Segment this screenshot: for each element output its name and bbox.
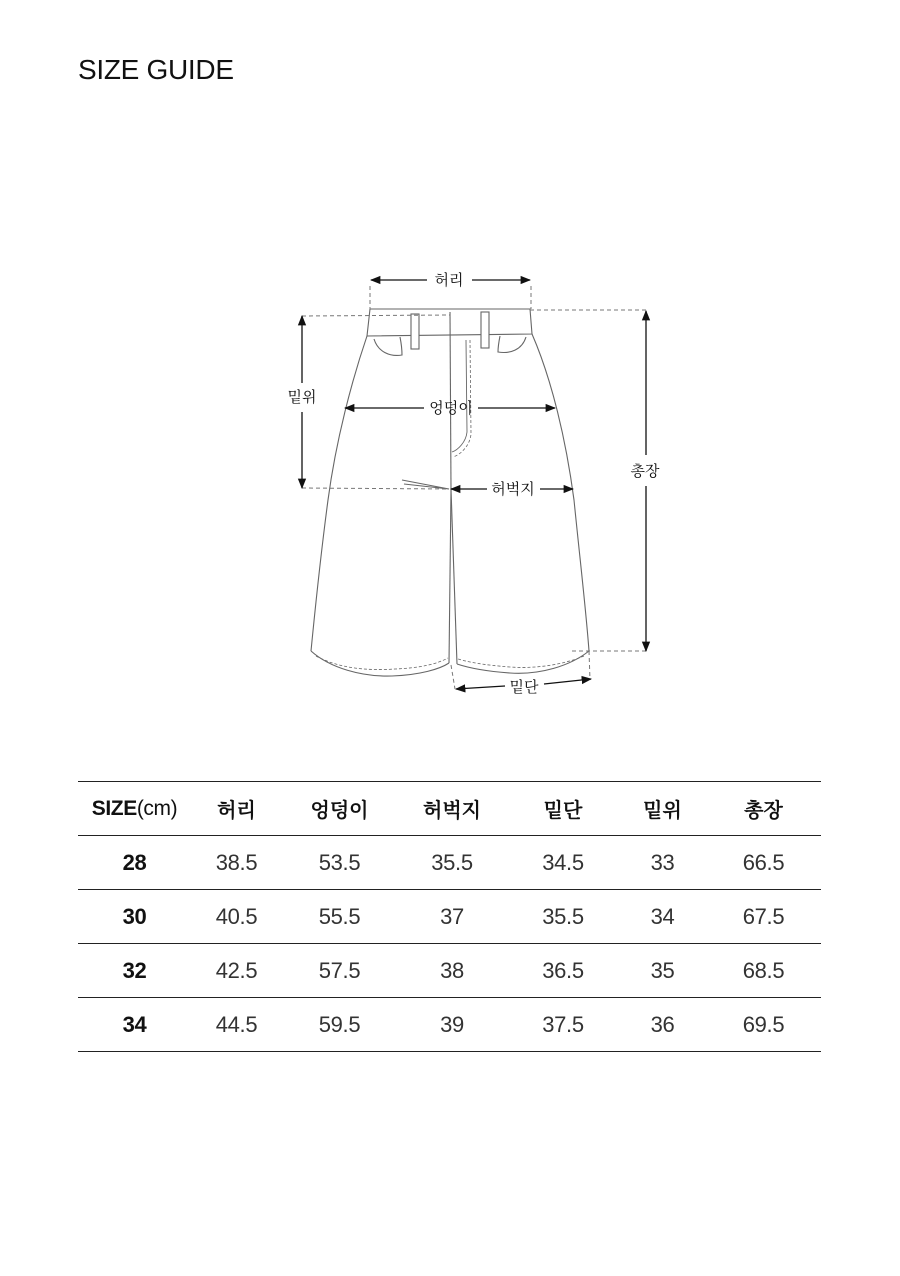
waist-cell: 42.5	[191, 944, 282, 998]
size-unit-label: (cm)	[136, 796, 178, 820]
hem-column-header: 밑단	[507, 782, 619, 836]
hem-cell: 35.5	[507, 890, 619, 944]
table-row	[78, 836, 821, 890]
measurement-arrows	[302, 280, 646, 689]
hem-label: 밑단	[509, 678, 539, 696]
hip-cell: 57.5	[282, 944, 397, 998]
length-cell: 69.5	[706, 998, 821, 1052]
hip-cell: 55.5	[282, 890, 397, 944]
thigh-cell: 37	[397, 890, 507, 944]
waist-column-header: 허리	[191, 782, 282, 836]
hip-label: 엉덩이	[429, 399, 473, 417]
size-cell: 28	[78, 836, 191, 890]
hem-cell: 34.5	[507, 836, 619, 890]
thigh-cell: 38	[397, 944, 507, 998]
hem-cell: 36.5	[507, 944, 619, 998]
measurement-guides	[302, 286, 646, 689]
page-title: SIZE GUIDE	[78, 54, 234, 85]
length-column-header: 총장	[706, 782, 821, 836]
rise-cell: 34	[619, 890, 706, 944]
waist-cell: 40.5	[191, 890, 282, 944]
hip-cell: 59.5	[282, 998, 397, 1052]
waist-cell: 44.5	[191, 998, 282, 1052]
rise-column-header: 밑위	[619, 782, 706, 836]
table-row	[78, 890, 821, 944]
rise-label: 밑위	[287, 388, 317, 406]
thigh-column-header: 허벅지	[397, 782, 507, 836]
thigh-cell: 39	[397, 998, 507, 1052]
thigh-label: 허벅지	[491, 480, 535, 498]
rise-cell: 36	[619, 998, 706, 1052]
thigh-cell: 35.5	[397, 836, 507, 890]
hip-column-header: 엉덩이	[282, 782, 397, 836]
rise-cell: 33	[619, 836, 706, 890]
table-row	[78, 998, 821, 1052]
size-table	[78, 781, 821, 1052]
table-header-row	[78, 782, 821, 836]
shorts-outline	[311, 309, 589, 676]
waist-label: 허리	[434, 271, 464, 289]
size-cell: 30	[78, 890, 191, 944]
size-cell: 32	[78, 944, 191, 998]
hem-cell: 37.5	[507, 998, 619, 1052]
table-row	[78, 944, 821, 998]
length-label: 총장	[630, 462, 660, 480]
length-cell: 67.5	[706, 890, 821, 944]
waist-cell: 38.5	[191, 836, 282, 890]
size-header-label: SIZE	[91, 796, 137, 820]
length-cell: 68.5	[706, 944, 821, 998]
size-column-header	[78, 782, 191, 836]
hip-cell: 53.5	[282, 836, 397, 890]
length-cell: 66.5	[706, 836, 821, 890]
size-cell: 34	[78, 998, 191, 1052]
rise-cell: 35	[619, 944, 706, 998]
